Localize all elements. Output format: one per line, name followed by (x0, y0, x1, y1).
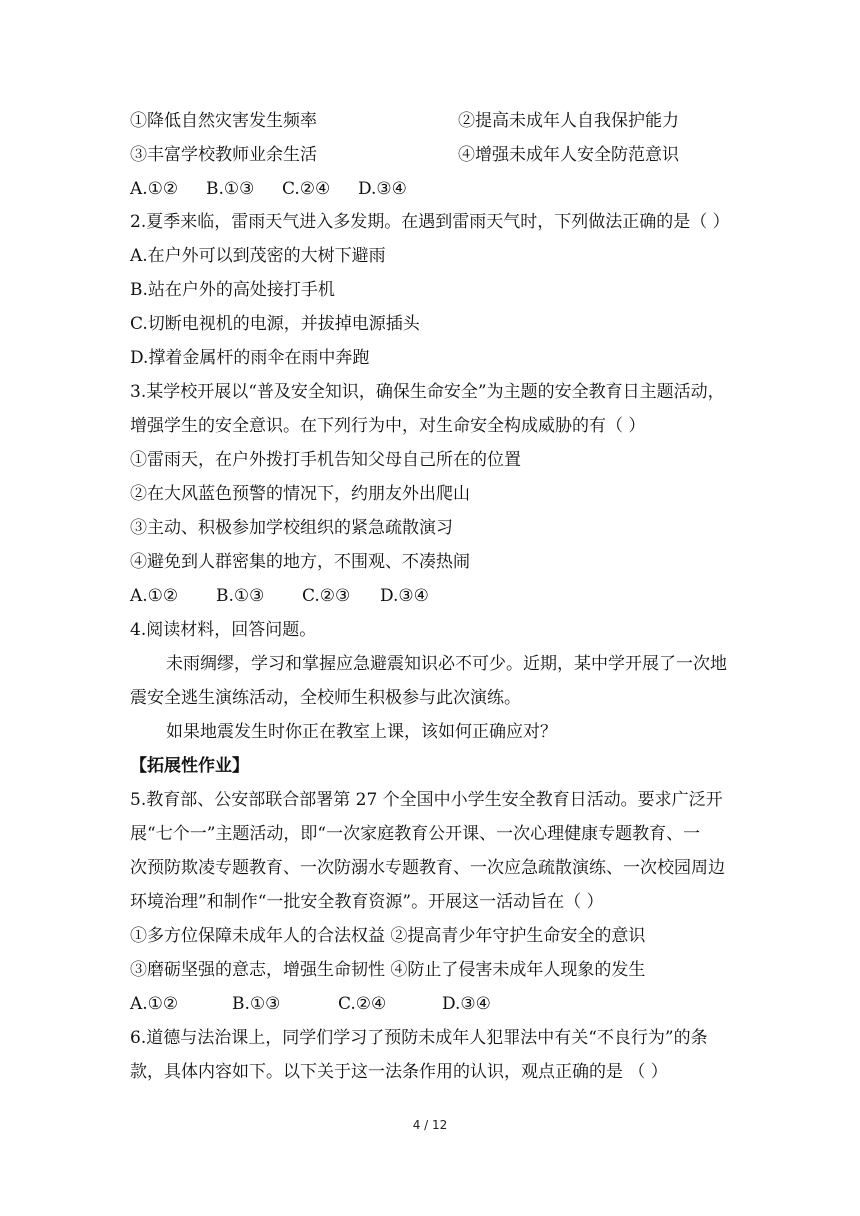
q1-choice-a: A.①② (130, 179, 179, 199)
q5-choice-c: C.②④ (338, 994, 387, 1014)
q5-stem-line-1: 5.教育部、公安部联合部署第 27 个全国中小学生安全教育日活动。要求广泛开 (130, 790, 723, 810)
q3-choice-d: D.③④ (380, 586, 429, 606)
q1-choice-d: D.③④ (358, 179, 407, 199)
q2-option-c: C.切断电视机的电源，并拔掉电源插头 (130, 314, 420, 334)
q3-statement-1: ①雷雨天，在户外拨打手机告知父母自己所在的位置 (130, 450, 521, 470)
q4-material-line-2: 震安全逃生演练活动，全校师生积极参与此次演练。 (130, 688, 521, 708)
q6-stem-line-2: 款，具体内容如下。以下关于这一法条作用的认识，观点正确的是 （ ） (130, 1062, 668, 1082)
q1-option-1: ①降低自然灾害发生频率 (130, 111, 317, 131)
q5-stem-line-4: 环境治理”和制作“一批安全教育资源”。开展这一活动旨在（ ） (130, 892, 604, 912)
q2-option-a: A.在户外可以到茂密的大树下避雨 (130, 246, 386, 266)
q1-choice-b: B.①③ (206, 179, 255, 199)
q4-material-line-1: 未雨绸缪，学习和掌握应急避震知识必不可少。近期，某中学开展了一次地 (166, 654, 727, 674)
q3-statement-2: ②在大风蓝色预警的情况下，约朋友外出爬山 (130, 484, 470, 504)
section-heading: 【拓展性作业】 (130, 756, 249, 776)
q2-option-d: D.撑着金属杆的雨伞在雨中奔跑 (130, 348, 370, 368)
q6-stem-line-1: 6.道德与法治课上，同学们学习了预防未成年人犯罪法中有关“不良行为”的条 (130, 1028, 708, 1048)
q3-choice-a: A.①② (130, 586, 179, 606)
page-number: 4 / 12 (412, 1118, 448, 1132)
q5-statements-3-4: ③磨砺坚强的意志，增强生命韧性 ④防止了侵害未成年人现象的发生 (130, 960, 646, 980)
q1-option-2: ②提高未成年人自我保护能力 (458, 111, 679, 131)
q5-stem-line-2: 展“七个一”主题活动，即“一次家庭教育公开课、一次心理健康专题教育、一 (130, 824, 701, 844)
q5-statements-1-2: ①多方位保障未成年人的合法权益 ②提高青少年守护生命安全的意识 (130, 926, 646, 946)
q4-question: 如果地震发生时你正在教室上课，该如何正确应对？ (166, 722, 557, 742)
q5-choice-b: B.①③ (232, 994, 281, 1014)
q3-statement-3: ③主动、积极参加学校组织的紧急疏散演习 (130, 518, 453, 538)
q1-option-3: ③丰富学校教师业余生活 (130, 145, 317, 165)
q3-choice-b: B.①③ (216, 586, 265, 606)
q5-choice-a: A.①② (130, 994, 179, 1014)
q1-option-4: ④增强未成年人安全防范意识 (458, 145, 679, 165)
q1-choices (130, 178, 407, 200)
q5-stem-line-3: 次预防欺凌专题教育、一次防溺水专题教育、一次应急疏散演练、一次校园周边 (130, 858, 725, 878)
q2-stem: 2.夏季来临，雷雨天气进入多发期。在遇到雷雨天气时，下列做法正确的是（ ） (130, 212, 730, 232)
q3-stem-line-1: 3.某学校开展以“普及安全知识，确保生命安全”为主题的安全教育日主题活动， (130, 382, 725, 402)
q3-choice-c: C.②③ (302, 586, 351, 606)
q3-statement-4: ④避免到人群密集的地方，不围观、不凑热闹 (130, 552, 470, 572)
q4-stem: 4.阅读材料，回答问题。 (130, 620, 317, 640)
q5-choice-d: D.③④ (442, 994, 491, 1014)
q2-option-b: B.站在户外的高处接打手机 (130, 280, 335, 300)
q5-choices (130, 993, 491, 1015)
q1-choice-c: C.②④ (282, 179, 331, 199)
q3-choices (130, 585, 429, 607)
q3-stem-line-2: 增强学生的安全意识。在下列行为中，对生命安全构成威胁的有（ ） (130, 416, 646, 436)
